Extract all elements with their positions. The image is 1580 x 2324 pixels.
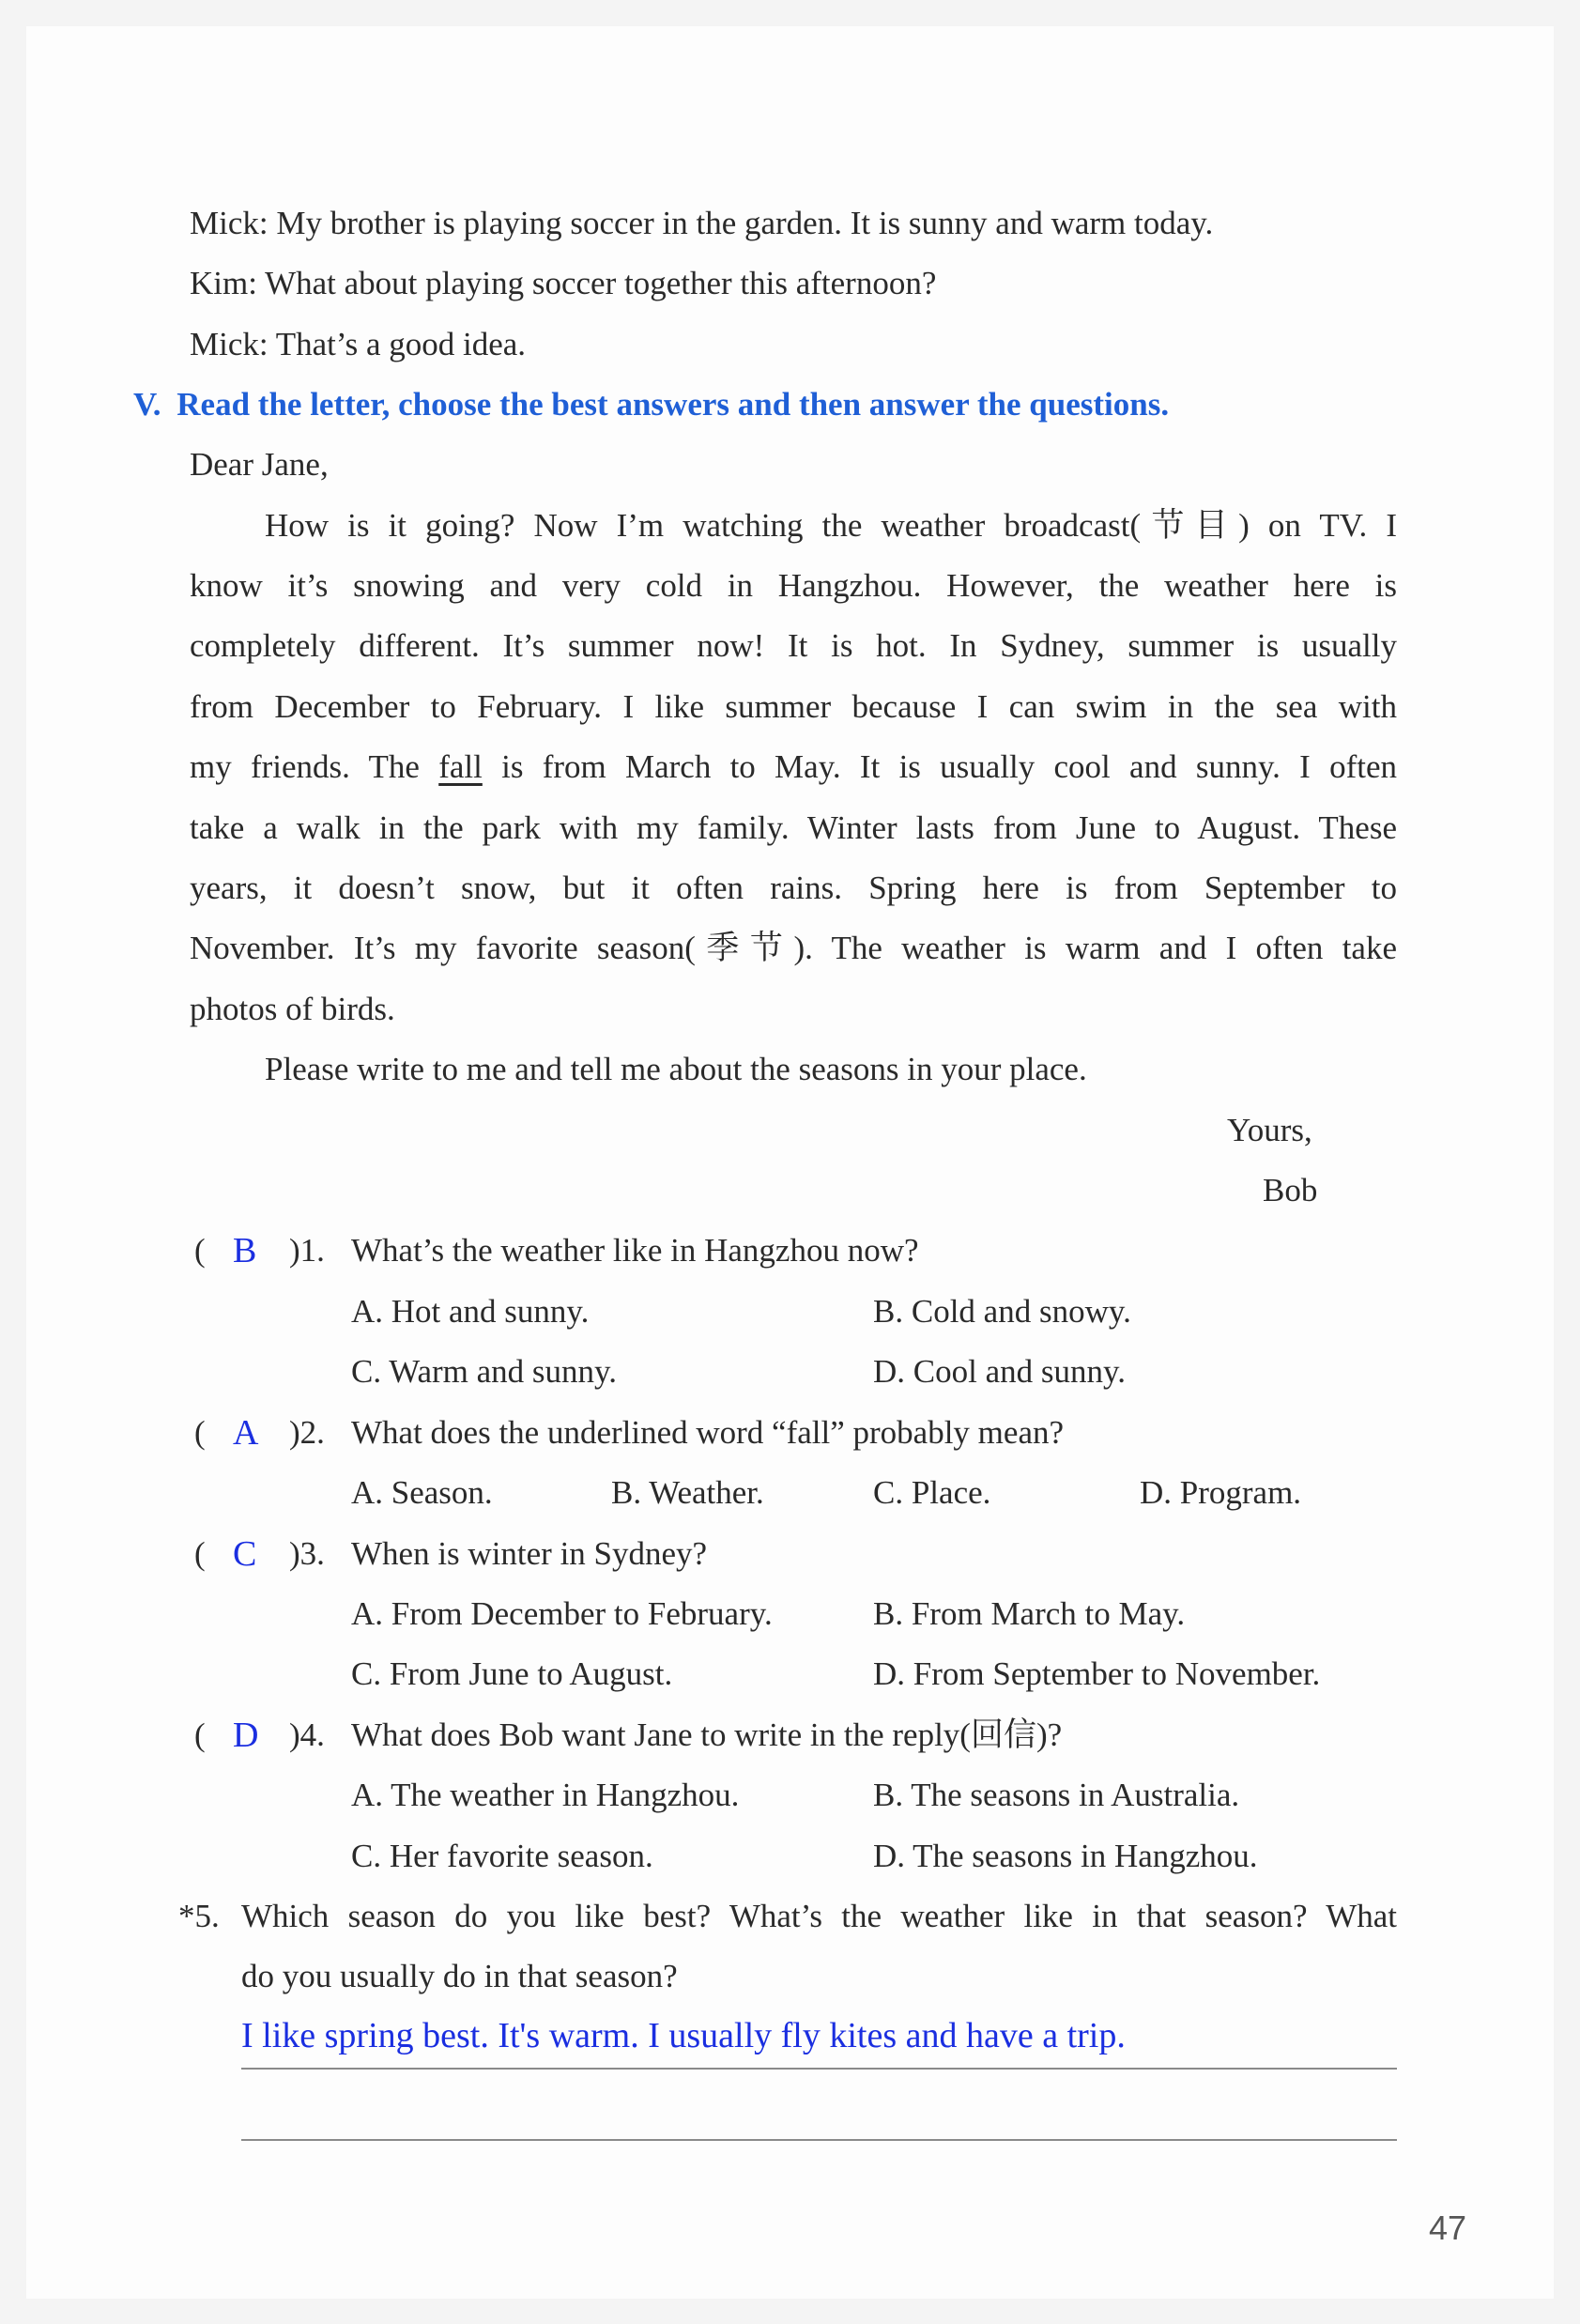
letter-line: from December to February. I like summer because I can swim in the sea with — [190, 688, 1397, 725]
answer-rule — [241, 2068, 1397, 2070]
letter-line: know it’s snowing and very cold in Hangzhou. However, the weather here is — [190, 567, 1397, 604]
text: my friends. The — [190, 748, 439, 785]
written-answer: I like spring best. It's warm. I usually fly kites and have a trip. — [241, 2016, 1126, 2055]
letter-line: November. It’s my favorite season(季节). The weather is warm and I often take — [190, 930, 1397, 966]
question-text: When is winter in Sydney? — [351, 1535, 708, 1572]
underlined-word: fall — [438, 748, 483, 785]
option: D. From September to November. — [873, 1655, 1321, 1692]
section-heading — [133, 375, 1169, 435]
answer-letter: D — [233, 1716, 259, 1755]
option: C. From June to August. — [351, 1655, 673, 1692]
letter-line: completely different. It’s summer now! It is hot. In Sydney, summer is usually — [190, 627, 1397, 664]
option: C. Warm and sunny. — [351, 1353, 617, 1390]
letter-line: take a walk in the park with my family. Winter lasts from June to August. These — [190, 809, 1397, 846]
question-text: Which season do you like best? What’s the weather like in that season? What — [241, 1898, 1397, 1934]
answer-rule — [241, 2139, 1397, 2141]
question-number: *5. — [178, 1898, 220, 1934]
option: C. Her favorite season. — [351, 1838, 653, 1874]
question-text: What’s the weather like in Hangzhou now? — [351, 1232, 919, 1269]
option: A. Hot and sunny. — [351, 1293, 590, 1330]
option: B. The seasons in Australia. — [873, 1777, 1240, 1813]
answer-letter: B — [233, 1231, 257, 1270]
option: D. Program. — [1140, 1474, 1302, 1511]
option: A. The weather in Hangzhou. — [351, 1777, 740, 1813]
text: is from March to May. It is usually cool and sunny. I often — [482, 748, 1397, 785]
paren: ( — [194, 1535, 206, 1572]
letter-line: How is it going? Now I’m watching the weather broadcast(节目) on TV. I — [265, 507, 1397, 544]
letter-line — [190, 737, 1397, 797]
paren: ( — [194, 1232, 206, 1269]
option: D. Cool and sunny. — [873, 1353, 1126, 1390]
paren: ( — [194, 1414, 206, 1451]
letter-signature: Bob — [1263, 1172, 1318, 1208]
option: B. Weather. — [611, 1474, 764, 1511]
paren: ( — [194, 1716, 206, 1753]
letter-closing-paragraph: Please write to me and tell me about the seasons in your place. — [265, 1051, 1087, 1087]
option: A. From December to February. — [351, 1595, 773, 1632]
option: B. Cold and snowy. — [873, 1293, 1131, 1330]
letter-sign-off: Yours, — [1227, 1112, 1312, 1148]
option: D. The seasons in Hangzhou. — [873, 1838, 1258, 1874]
letter-greeting: Dear Jane, — [190, 446, 329, 483]
page-number: 47 — [1429, 2209, 1467, 2247]
dialogue-line: Mick: My brother is playing soccer in the garden. It is sunny and warm today. — [190, 205, 1214, 241]
question-number: )3. — [289, 1535, 325, 1572]
answer-letter: A — [233, 1413, 259, 1453]
question-text: What does the underlined word “fall” probably mean? — [351, 1414, 1065, 1451]
section-title: Read the letter, choose the best answers and then answer the questions. — [176, 386, 1170, 423]
question-number: )2. — [289, 1414, 325, 1451]
dialogue-line: Kim: What about playing soccer together this afternoon? — [190, 265, 937, 301]
letter-line: photos of birds. — [190, 991, 395, 1027]
question-number: )1. — [289, 1232, 325, 1269]
question-text: do you usually do in that season? — [241, 1958, 678, 1994]
answer-letter: C — [233, 1534, 257, 1574]
question-text: What does Bob want Jane to write in the reply(回信)? — [351, 1716, 1063, 1753]
section-number: V. — [133, 386, 161, 423]
letter-line: years, it doesn’t snow, but it often rains. Spring here is from September to — [190, 870, 1397, 906]
option: B. From March to May. — [873, 1595, 1186, 1632]
question-number: )4. — [289, 1716, 325, 1753]
option: A. Season. — [351, 1474, 493, 1511]
dialogue-line: Mick: That’s a good idea. — [190, 326, 527, 362]
option: C. Place. — [873, 1474, 991, 1511]
